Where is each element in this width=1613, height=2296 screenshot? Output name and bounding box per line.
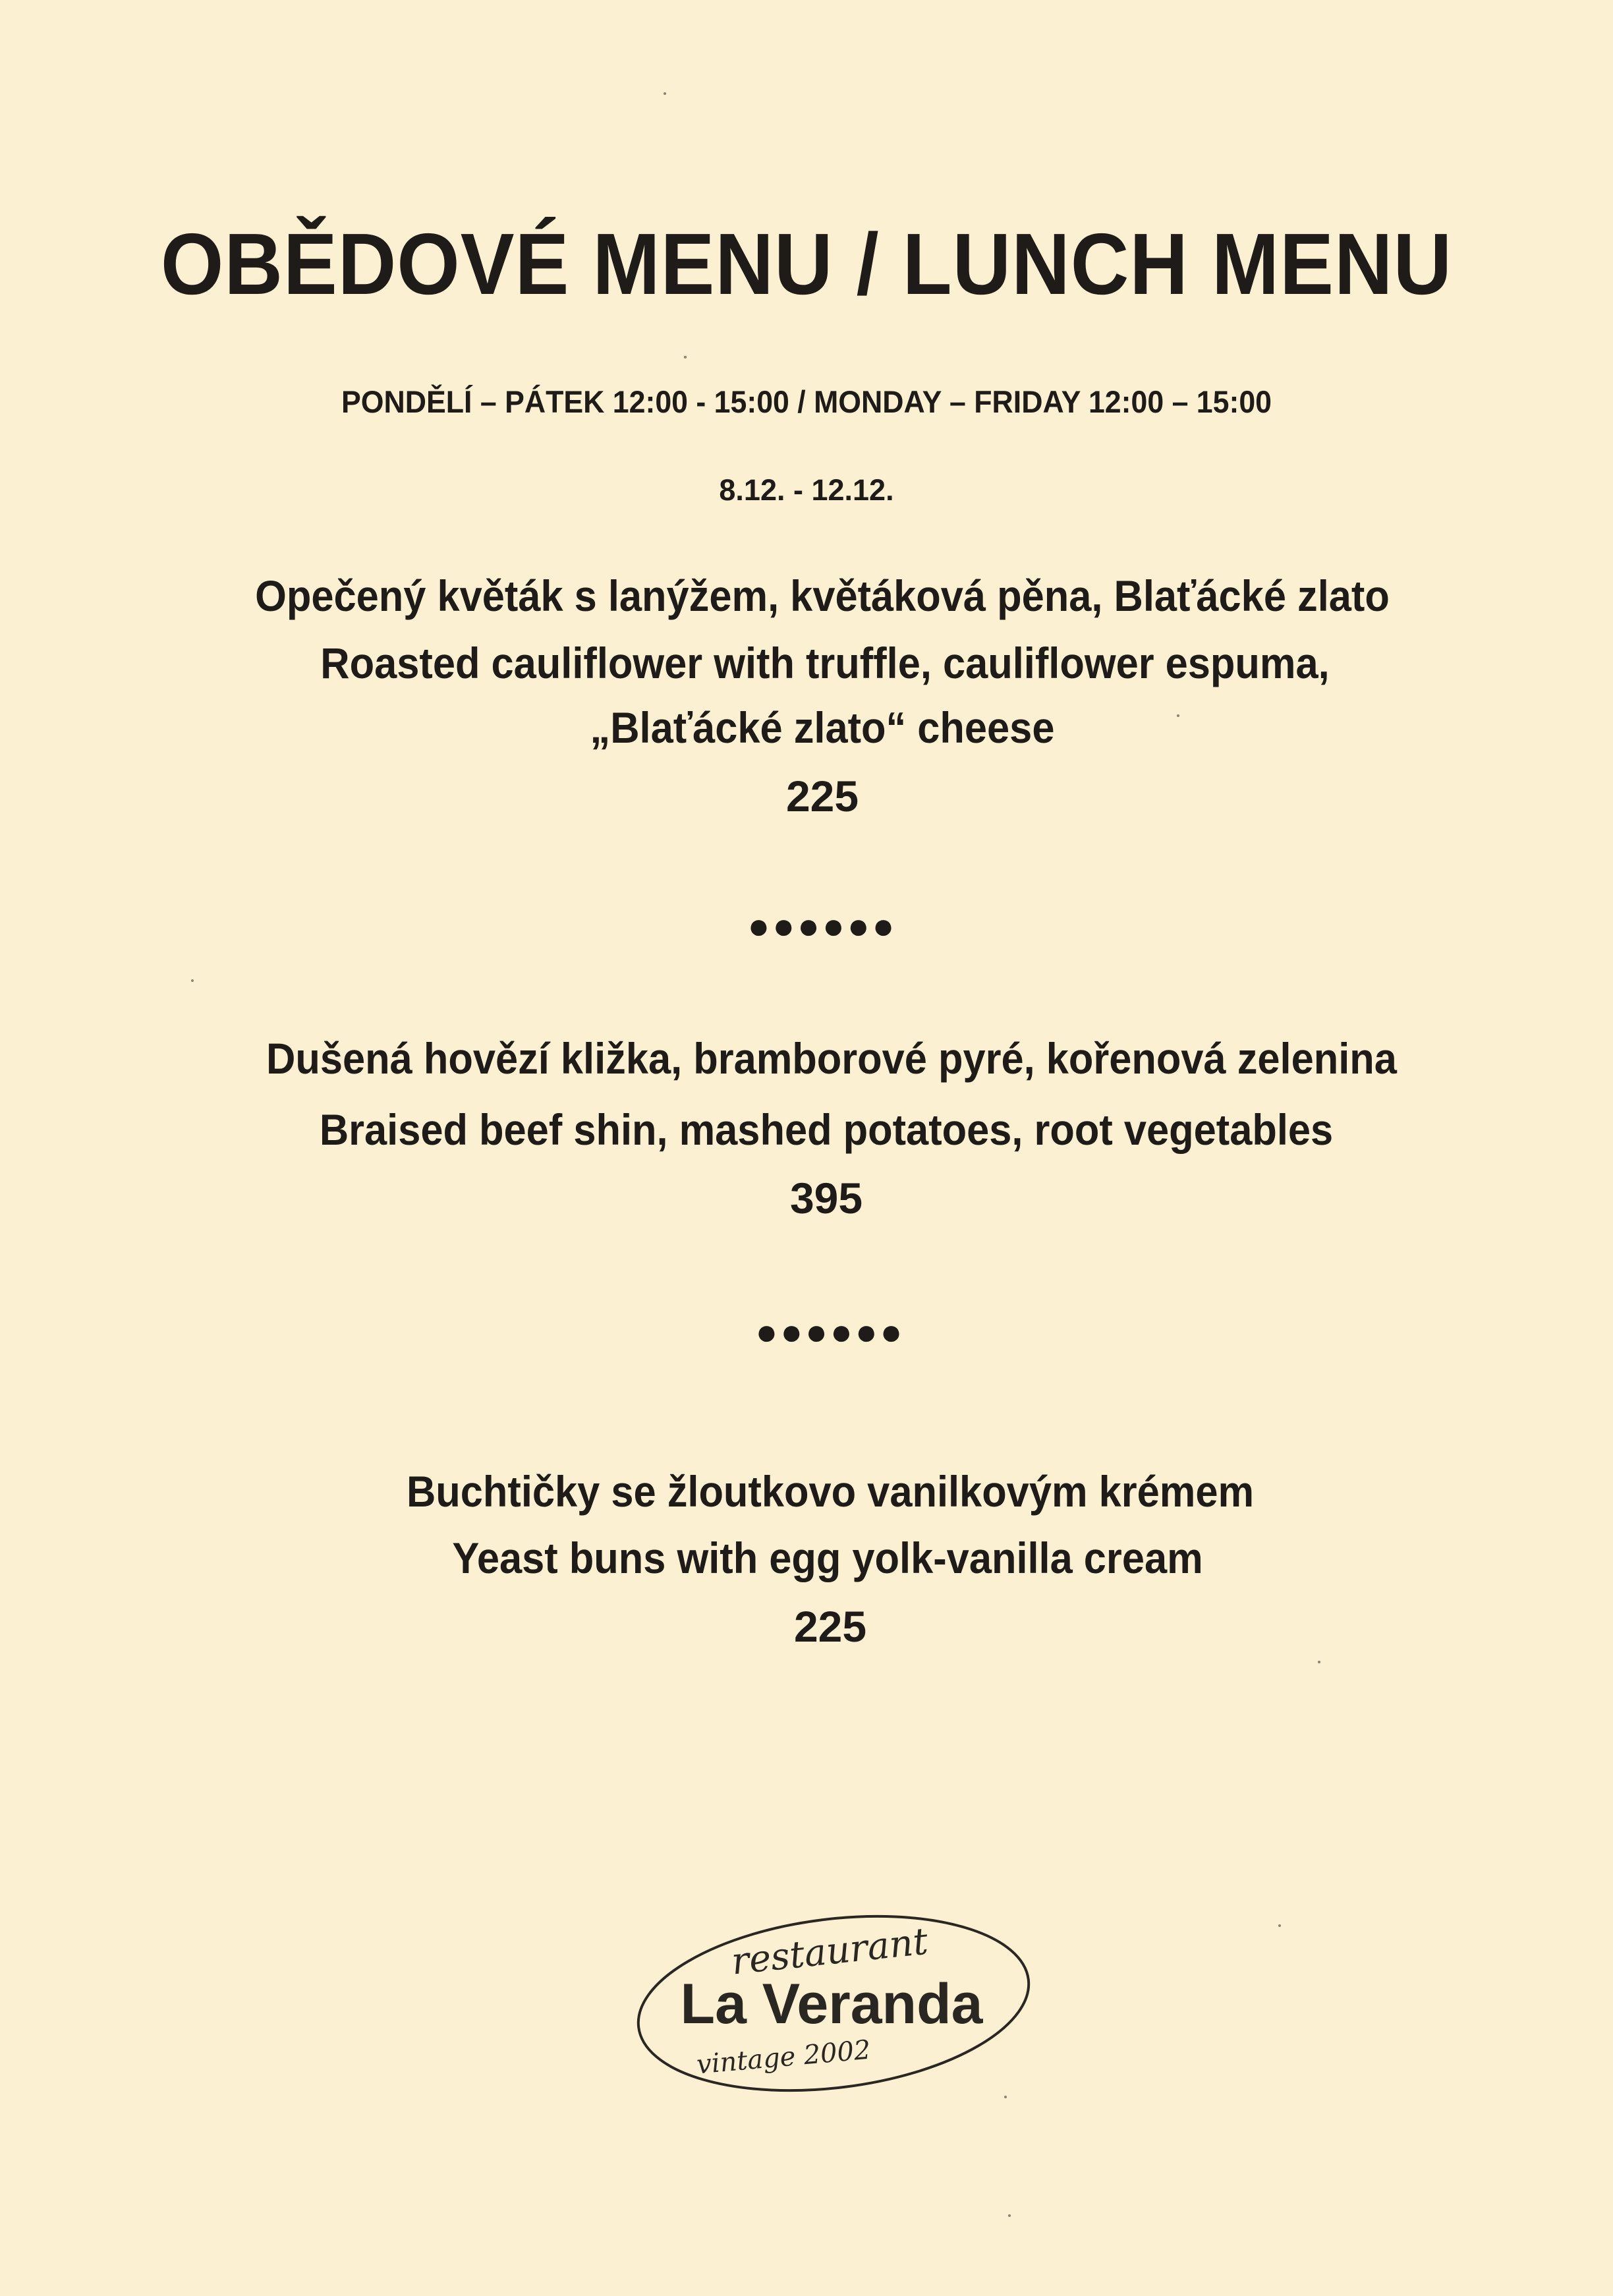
- dish-2-english: Braised beef shin, mashed potatoes, root vegetables: [319, 1105, 1334, 1154]
- paper-speck: [664, 92, 666, 95]
- paper-speck: [191, 979, 194, 982]
- dish-1-english-line-2: „Blaťácké zlato“ cheese: [590, 703, 1055, 752]
- dish-1-price: 225: [785, 772, 859, 820]
- paper-speck: [1004, 2096, 1007, 2098]
- restaurant-logo: [633, 1891, 1041, 2102]
- paper-speck: [684, 356, 687, 359]
- logo-restaurant-text: restaurant: [729, 1920, 930, 1984]
- separator-dots: ●●●●●●: [747, 905, 897, 946]
- menu-dates: 8.12. - 12.12.: [719, 473, 894, 507]
- logo-vintage-text: vintage 2002: [695, 2034, 872, 2081]
- logo-name-text: La Veranda: [680, 1972, 983, 2036]
- dish-1-english: Roasted cauliflower with truffle, cauliflower espuma,: [320, 639, 1330, 687]
- separator-dots: ●●●●●●: [755, 1311, 905, 1352]
- dish-3-czech: Buchtičky se žloutkovo vanilkovým krémem: [406, 1467, 1255, 1516]
- paper-speck: [1318, 1661, 1320, 1663]
- opening-hours: PONDĚLÍ – PÁTEK 12:00 - 15:00 / MONDAY – FRIDAY 12:00 – 15:00: [341, 384, 1272, 419]
- paper-speck: [1278, 1924, 1281, 1927]
- dish-3-english: Yeast buns with egg yolk-vanilla cream: [452, 1534, 1203, 1582]
- dish-1-czech: Opečený květák s lanýžem, květáková pěna, Blaťácké zlato: [255, 571, 1390, 620]
- dish-3-price: 225: [793, 1602, 867, 1651]
- menu-title: OBĚDOVÉ MENU / LUNCH MENU: [160, 215, 1453, 312]
- dish-2-czech: Dušená hovězí kližka, bramborové pyré, kořenová zelenina: [266, 1034, 1397, 1083]
- paper-speck: [1177, 714, 1179, 717]
- dish-2-price: 395: [789, 1174, 863, 1222]
- paper-speck: [1008, 2214, 1011, 2217]
